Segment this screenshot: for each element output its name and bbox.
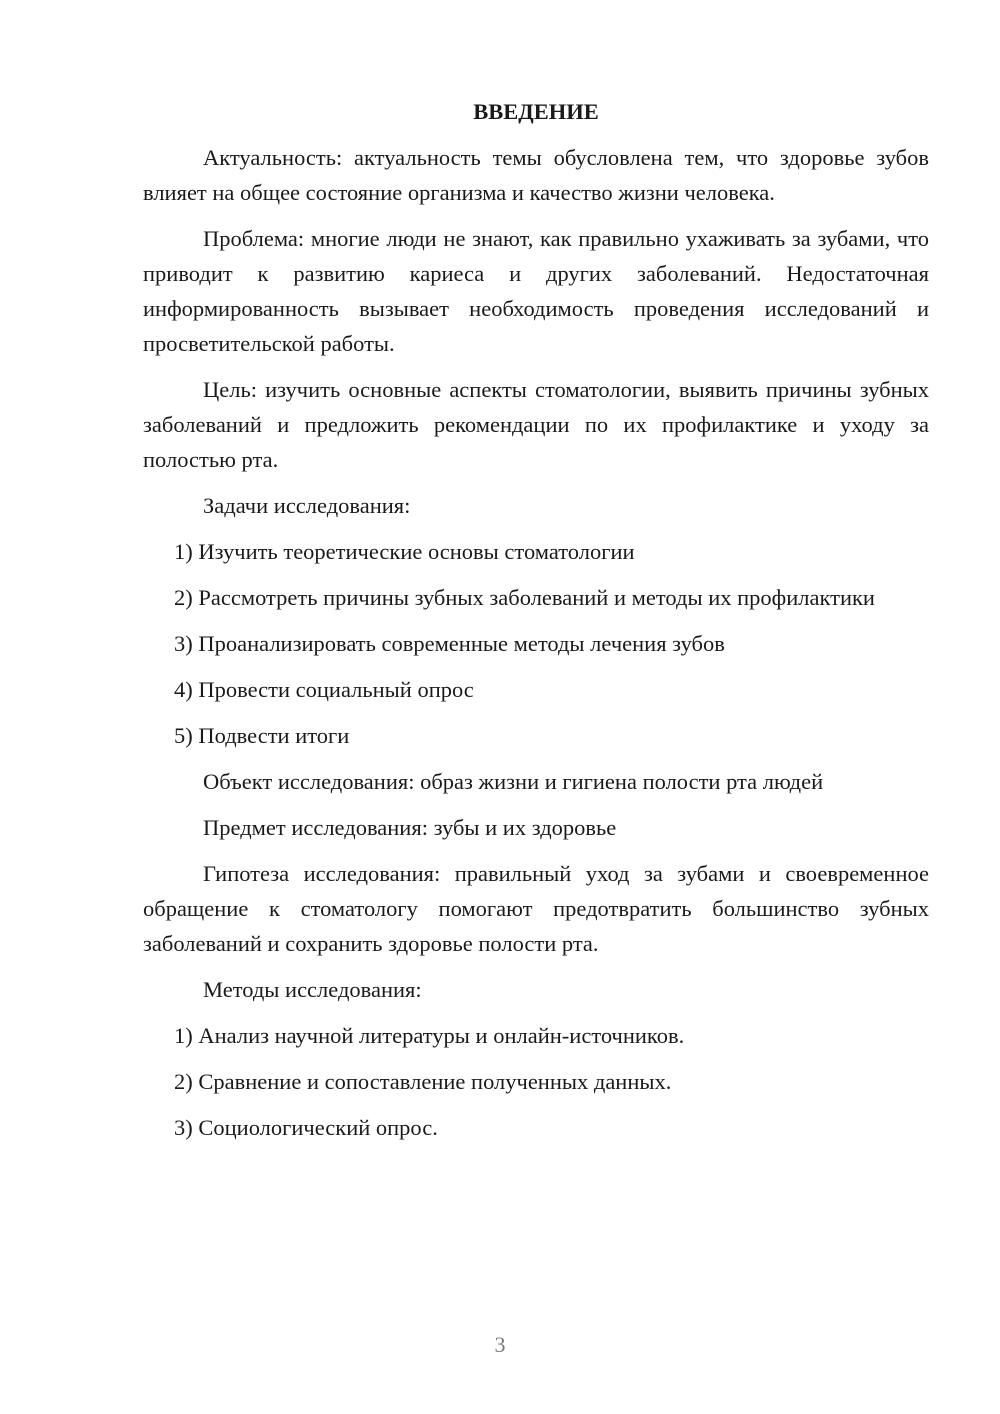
task-item-4: 4) Провести социальный опрос [174, 677, 474, 702]
subject-paragraph: Предмет исследования: зубы и их здоровье [203, 815, 617, 840]
page-number: 3 [494, 1332, 506, 1357]
method-item-3: 3) Социологический опрос. [174, 1115, 438, 1140]
task-item-5: 5) Подвести итоги [174, 723, 350, 748]
task-item-1: 1) Изучить теоретические основы стоматологии [174, 539, 635, 564]
problem-paragraph: Проблема: многие люди не знают, как правильно ухаживать за зубами, что приводит к развитию кариеса и других заболеваний. Недостаточная информированность вызывает необходимость проведения исследований и просветительской работы. [143, 226, 929, 356]
page-title: ВВЕДЕНИЕ [473, 99, 599, 124]
tasks-heading: Задачи исследования: [203, 493, 411, 518]
object-paragraph: Объект исследования: образ жизни и гигиена полости рта людей [203, 769, 824, 794]
methods-heading: Методы исследования: [203, 977, 422, 1002]
page-content [143, 94, 929, 1156]
relevance-paragraph: Актуальность: актуальность темы обусловлена тем, что здоровье зубов влияет на общее состояние организма и качество жизни человека. [143, 145, 929, 205]
hypothesis-paragraph: Гипотеза исследования: правильный уход за зубами и своевременное обращение к стоматологу помогают предотвратить большинство зубных заболеваний и сохранить здоровье полости рта. [143, 861, 929, 956]
method-item-2: 2) Сравнение и сопоставление полученных данных. [174, 1069, 672, 1094]
method-item-1: 1) Анализ научной литературы и онлайн-источников. [174, 1023, 685, 1048]
task-item-2: 2) Рассмотреть причины зубных заболеваний и методы их профилактики [174, 585, 875, 610]
goal-paragraph: Цель: изучить основные аспекты стоматологии, выявить причины зубных заболеваний и предложить рекомендации по их профилактике и уходу за полостью рта. [143, 377, 929, 472]
task-item-3: 3) Проанализировать современные методы лечения зубов [174, 631, 725, 656]
